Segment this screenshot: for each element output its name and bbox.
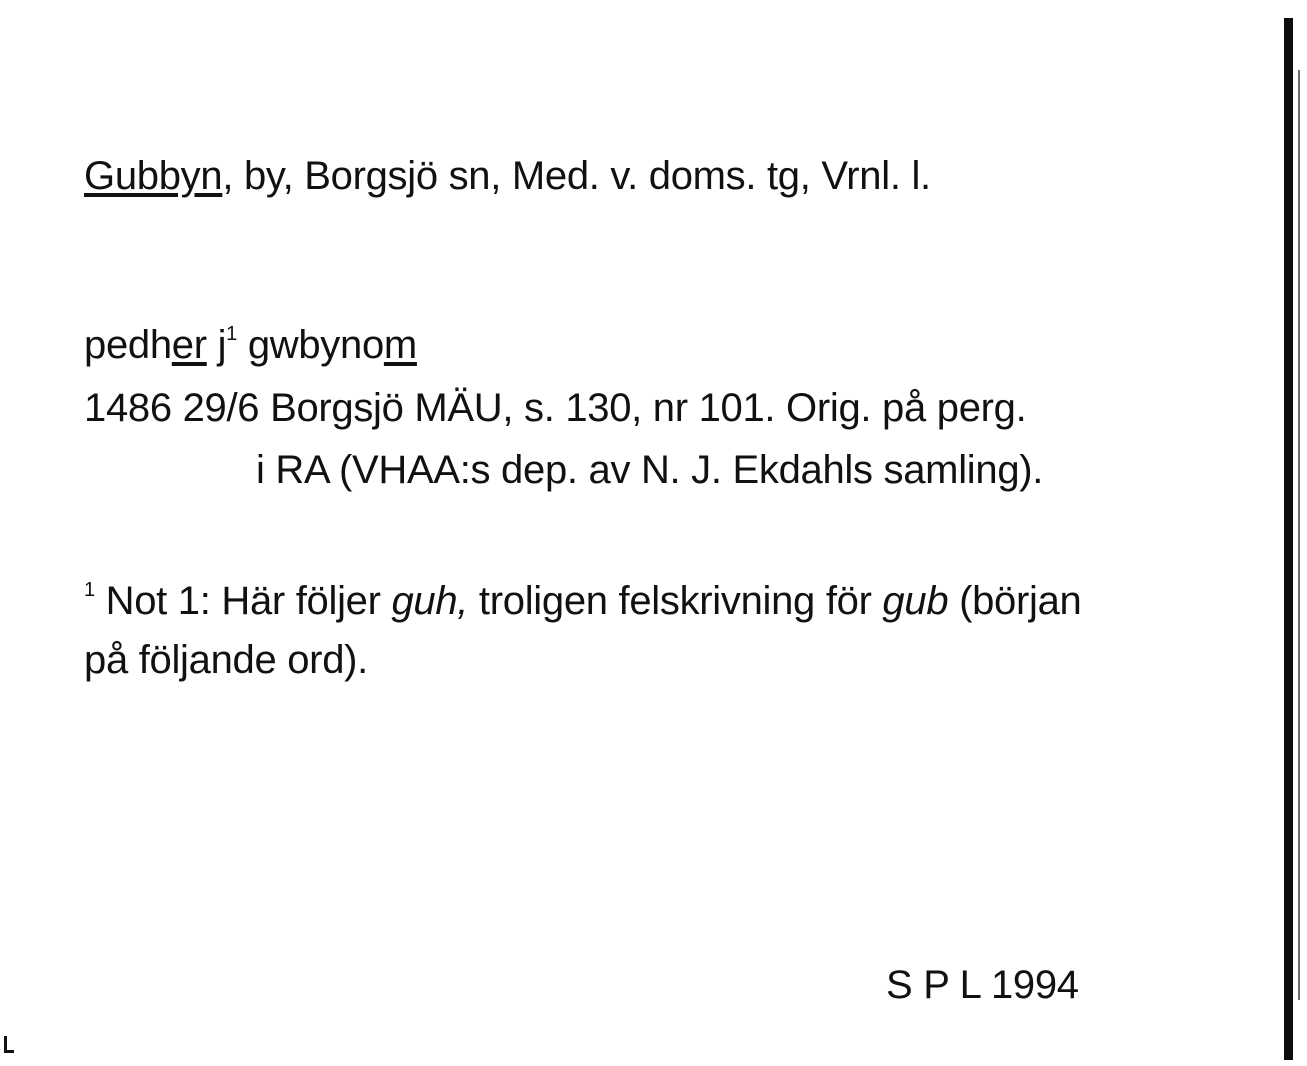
footnote-text-1: Not 1: Här följer — [94, 579, 392, 623]
form-part-3: gwbyno — [237, 323, 384, 367]
source-line-2: i RA (VHAA:s dep. av N. J. Ekdahls samling). — [256, 448, 1044, 492]
attested-form — [84, 321, 417, 369]
place-name: Gubbyn — [84, 154, 223, 198]
footnote-marker: 1 — [84, 579, 95, 601]
card-edge-shadow — [1298, 70, 1300, 1000]
footnote-line-2: på följande ord). — [84, 638, 368, 682]
footnote-ref: 1 — [226, 323, 237, 345]
form-part-1: pedh — [84, 323, 172, 367]
form-part-2: j — [206, 323, 227, 367]
corner-mark — [0, 1036, 14, 1054]
place-details: , by, Borgsjö sn, Med. v. doms. tg, Vrnl. l. — [222, 154, 931, 198]
heading-line — [84, 152, 931, 200]
card-right-edge — [1284, 18, 1293, 1060]
footnote-text-2: troligen felskrivning för — [468, 579, 883, 623]
signature: S P L 1994 — [886, 963, 1079, 1007]
source-line-1: 1486 29/6 Borgsjö MÄU, s. 130, nr 101. Orig. på perg. — [84, 386, 1027, 430]
footnote-word-guh: guh, — [391, 579, 469, 623]
footnote-line-1 — [84, 577, 1082, 625]
form-part-underlined-1: er — [171, 323, 207, 367]
footnote-word-gub: gub — [882, 579, 949, 623]
footnote-text-3: (början — [948, 579, 1082, 623]
form-part-underlined-2: m — [383, 323, 417, 367]
